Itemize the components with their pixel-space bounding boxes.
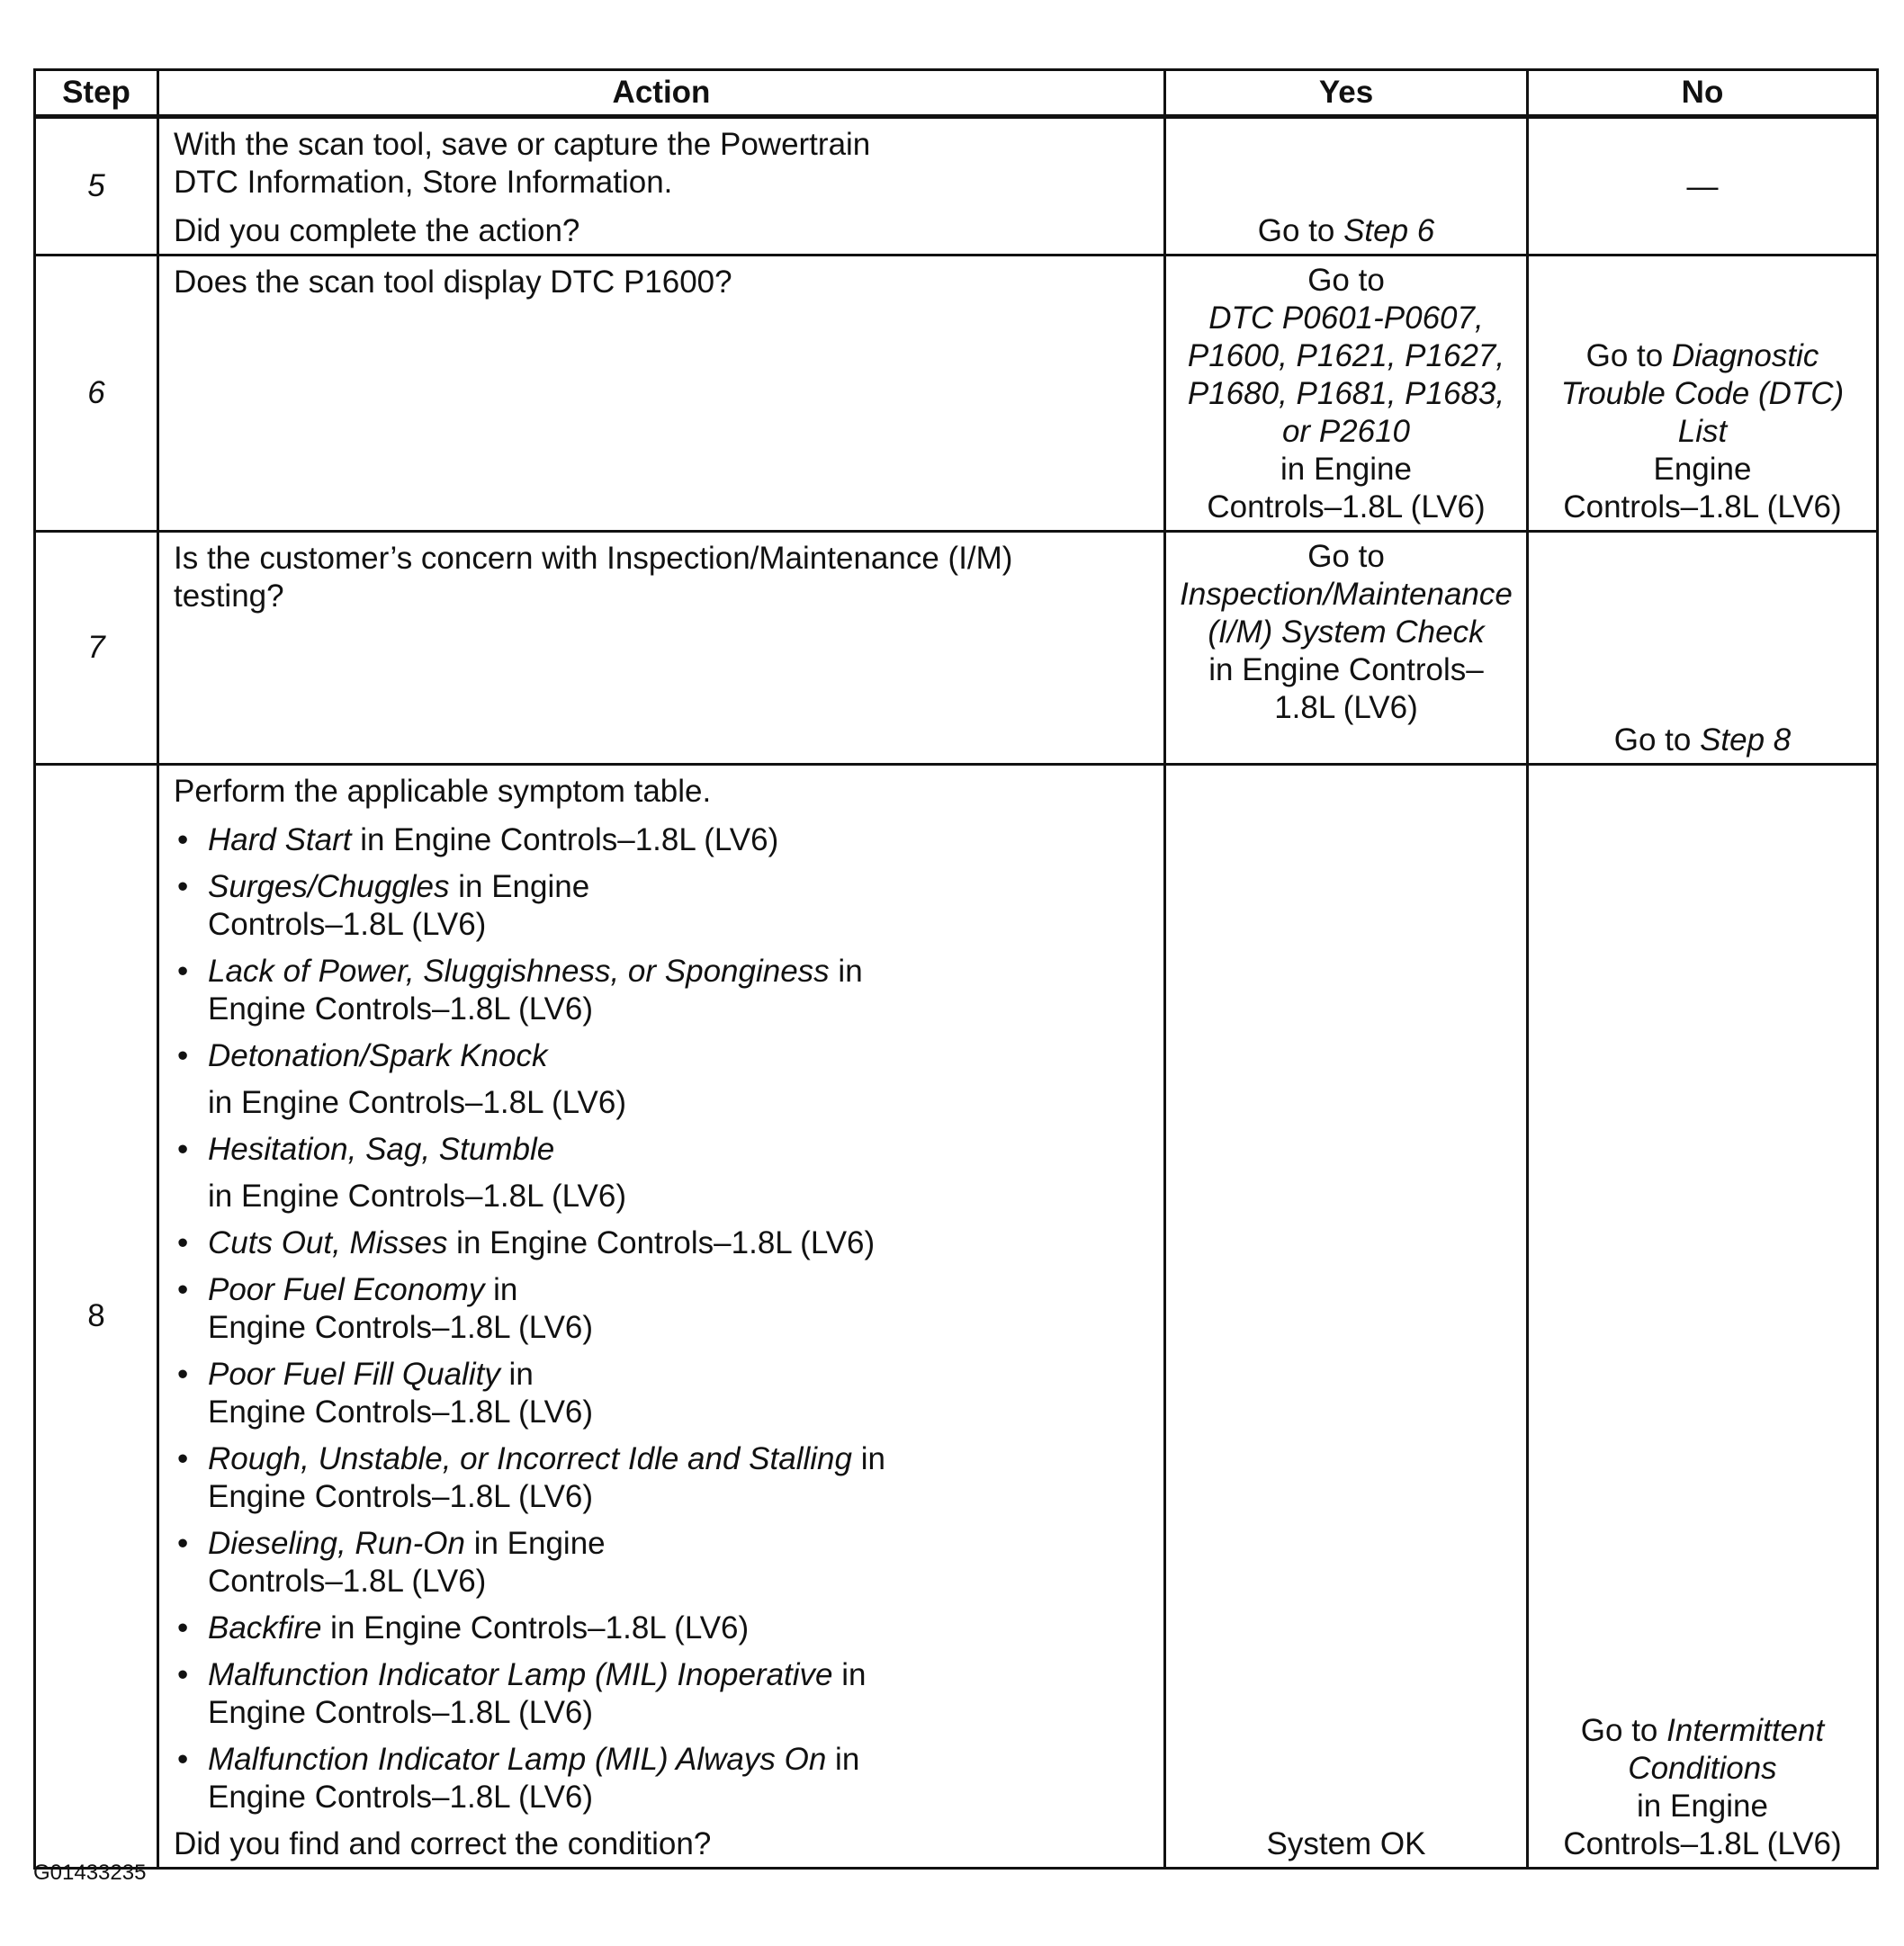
symptom-item (177, 868, 1151, 944)
no-cell (1528, 117, 1878, 256)
action-question: Does the scan tool display DTC P1600? (174, 265, 732, 300)
symptom-suffix: in (484, 1272, 518, 1307)
bullet-icon: • (177, 1610, 189, 1646)
yes-suffix-line: in Engine (1280, 452, 1412, 487)
symptom-link[interactable]: Malfunction Indicator Lamp (MIL) Always On (208, 1742, 827, 1777)
table-row-step-6 (35, 256, 1878, 532)
bullet-icon: • (177, 1526, 189, 1561)
link-line: DTC P0601-P0607, (1208, 300, 1484, 336)
symptom-link[interactable]: Poor Fuel Economy (208, 1272, 485, 1307)
no-dash: — (1686, 169, 1719, 204)
table-row-step-7 (35, 532, 1878, 765)
symptom-item (177, 1271, 1151, 1347)
symptom-item (177, 953, 1151, 1028)
symptom-link[interactable]: Hesitation, Sag, Stumble (208, 1132, 555, 1167)
yes-cell (1165, 765, 1528, 1869)
no-suffix-line: Controls–1.8L (LV6) (1563, 1826, 1842, 1861)
symptom-link[interactable]: Cuts Out, Misses (208, 1225, 448, 1260)
symptom-suffix-line2: Engine Controls–1.8L (LV6) (208, 991, 594, 1027)
bullet-icon: • (177, 869, 189, 904)
symptom-item (177, 1037, 1151, 1122)
action-text-line: DTC Information, Store Information. (174, 165, 673, 200)
symptom-item (177, 1610, 1151, 1647)
symptom-suffix: in Engine Controls–1.8L (LV6) (321, 1610, 750, 1646)
bullet-icon: • (177, 1272, 189, 1307)
yes-result: System OK (1266, 1826, 1426, 1861)
symptom-suffix: in Engine Controls–1.8L (LV6) (447, 1225, 876, 1260)
no-link-step-8[interactable]: Step 8 (1700, 722, 1792, 758)
header-yes: Yes (1165, 70, 1528, 117)
yes-cell (1165, 117, 1528, 256)
symptom-suffix-line2: Controls–1.8L (LV6) (208, 1564, 487, 1599)
yes-cell (1165, 532, 1528, 765)
no-prefix: Go to (1580, 1713, 1667, 1748)
bullet-icon: • (177, 954, 189, 989)
no-suffix-line: Controls–1.8L (LV6) (1563, 489, 1842, 525)
yes-prefix: Go to (1257, 213, 1344, 248)
symptom-suffix-line2: Engine Controls–1.8L (LV6) (208, 1310, 594, 1345)
bullet-icon: • (177, 1132, 189, 1167)
symptom-suffix: in Engine (449, 869, 590, 904)
symptom-suffix-line2: in Engine Controls–1.8L (LV6) (208, 1085, 626, 1120)
symptom-item (177, 1525, 1151, 1601)
step-number: 6 (35, 256, 158, 532)
link-line: (I/M) System Check (1208, 614, 1485, 650)
symptom-suffix: in (851, 1441, 885, 1476)
symptom-list (174, 821, 1151, 1816)
no-link-diagnostic[interactable]: Diagnostic (1671, 338, 1819, 373)
action-cell (158, 117, 1165, 256)
no-cell (1528, 532, 1878, 765)
symptom-suffix: in Engine (464, 1526, 606, 1561)
yes-link-dtc-list[interactable] (1170, 300, 1522, 451)
action-intro: Perform the applicable symptom table. (174, 774, 712, 809)
symptom-suffix-line2: Engine Controls–1.8L (LV6) (208, 1479, 594, 1514)
link-line: Inspection/Maintenance (1180, 577, 1513, 612)
bullet-icon: • (177, 1742, 189, 1777)
no-link-line[interactable]: Conditions (1628, 1751, 1777, 1786)
yes-goto: Go to (1307, 539, 1385, 574)
symptom-item (177, 1741, 1151, 1816)
symptom-item (177, 1356, 1151, 1431)
header-no: No (1528, 70, 1878, 117)
bullet-icon: • (177, 1038, 189, 1073)
yes-suffix-line: 1.8L (LV6) (1274, 690, 1418, 725)
no-link-line[interactable]: List (1677, 414, 1728, 449)
no-link-intermittent[interactable]: Intermittent (1666, 1713, 1825, 1748)
header-action: Action (158, 70, 1165, 117)
header-step: Step (35, 70, 158, 117)
bullet-icon: • (177, 1441, 189, 1476)
bullet-icon: • (177, 1357, 189, 1392)
diagnostic-table (33, 68, 1879, 1870)
symptom-link[interactable]: Lack of Power, Sluggishness, or Sponginess (208, 954, 830, 989)
table-row-step-8 (35, 765, 1878, 1869)
figure-id: G01433235 (33, 1861, 147, 1885)
yes-link-step-6[interactable]: Step 6 (1343, 213, 1435, 248)
symptom-suffix-line2: Engine Controls–1.8L (LV6) (208, 1780, 594, 1815)
symptom-link[interactable]: Malfunction Indicator Lamp (MIL) Inoperative (208, 1657, 833, 1692)
no-cell (1528, 256, 1878, 532)
symptom-item (177, 1440, 1151, 1516)
symptom-suffix-line2: in Engine Controls–1.8L (LV6) (208, 1179, 626, 1214)
yes-goto: Go to (1307, 263, 1385, 298)
action-cell (158, 765, 1165, 1869)
symptom-link[interactable]: Surges/Chuggles (208, 869, 450, 904)
symptom-link[interactable]: Dieseling, Run-On (208, 1526, 465, 1561)
action-cell (158, 256, 1165, 532)
action-text-line: With the scan tool, save or capture the Powertrain (174, 127, 871, 162)
yes-suffix-line: Controls–1.8L (LV6) (1207, 489, 1486, 525)
table-row-step-5 (35, 117, 1878, 256)
action-text-line: Is the customer’s concern with Inspection/Maintenance (I/M) (174, 541, 1013, 576)
no-prefix: Go to (1585, 338, 1672, 373)
no-cell (1528, 765, 1878, 1869)
action-text-line: testing? (174, 578, 284, 614)
symptom-suffix: in Engine Controls–1.8L (LV6) (351, 822, 779, 857)
no-goto-line (1532, 337, 1873, 375)
action-question: Did you complete the action? (174, 213, 580, 248)
link-line: or P2610 (1281, 414, 1411, 449)
symptom-link[interactable]: Detonation/Spark Knock (208, 1038, 548, 1073)
action-question: Did you find and correct the condition? (174, 1826, 712, 1861)
symptom-item (177, 1656, 1151, 1732)
symptom-item (177, 821, 1151, 859)
bullet-icon: • (177, 1657, 189, 1692)
step-number: 8 (35, 765, 158, 1869)
symptom-item (177, 1224, 1151, 1262)
symptom-suffix: in (499, 1357, 534, 1392)
no-suffix-line: Engine (1653, 452, 1752, 487)
bullet-icon: • (177, 822, 189, 857)
action-cell (158, 532, 1165, 765)
no-goto-line (1532, 1712, 1873, 1750)
symptom-suffix: in (826, 1742, 860, 1777)
symptom-suffix: in (832, 1657, 867, 1692)
symptom-link[interactable]: Poor Fuel Fill Quality (208, 1357, 500, 1392)
no-prefix: Go to (1613, 722, 1701, 758)
symptom-link[interactable]: Backfire (208, 1610, 322, 1646)
symptom-suffix-line2: Engine Controls–1.8L (LV6) (208, 1695, 594, 1730)
symptom-suffix: in (829, 954, 863, 989)
link-line: P1600, P1621, P1627, (1187, 338, 1505, 373)
symptom-suffix-line2: Engine Controls–1.8L (LV6) (208, 1394, 594, 1430)
yes-cell (1165, 256, 1528, 532)
header-row (35, 70, 1878, 117)
symptom-link[interactable]: Rough, Unstable, or Incorrect Idle and Stalling (208, 1441, 852, 1476)
symptom-suffix-line2: Controls–1.8L (LV6) (208, 907, 487, 942)
bullet-icon: • (177, 1225, 189, 1260)
no-link-line[interactable]: Trouble Code (DTC) (1560, 376, 1845, 411)
link-line: P1680, P1681, P1683, (1187, 376, 1505, 411)
symptom-link[interactable]: Hard Start (208, 822, 352, 857)
symptom-item (177, 1131, 1151, 1215)
yes-link-im-check[interactable] (1170, 576, 1522, 651)
no-suffix-line: in Engine (1637, 1789, 1768, 1824)
step-number: 7 (35, 532, 158, 765)
yes-suffix-line: in Engine Controls– (1208, 652, 1484, 687)
step-number: 5 (35, 117, 158, 256)
